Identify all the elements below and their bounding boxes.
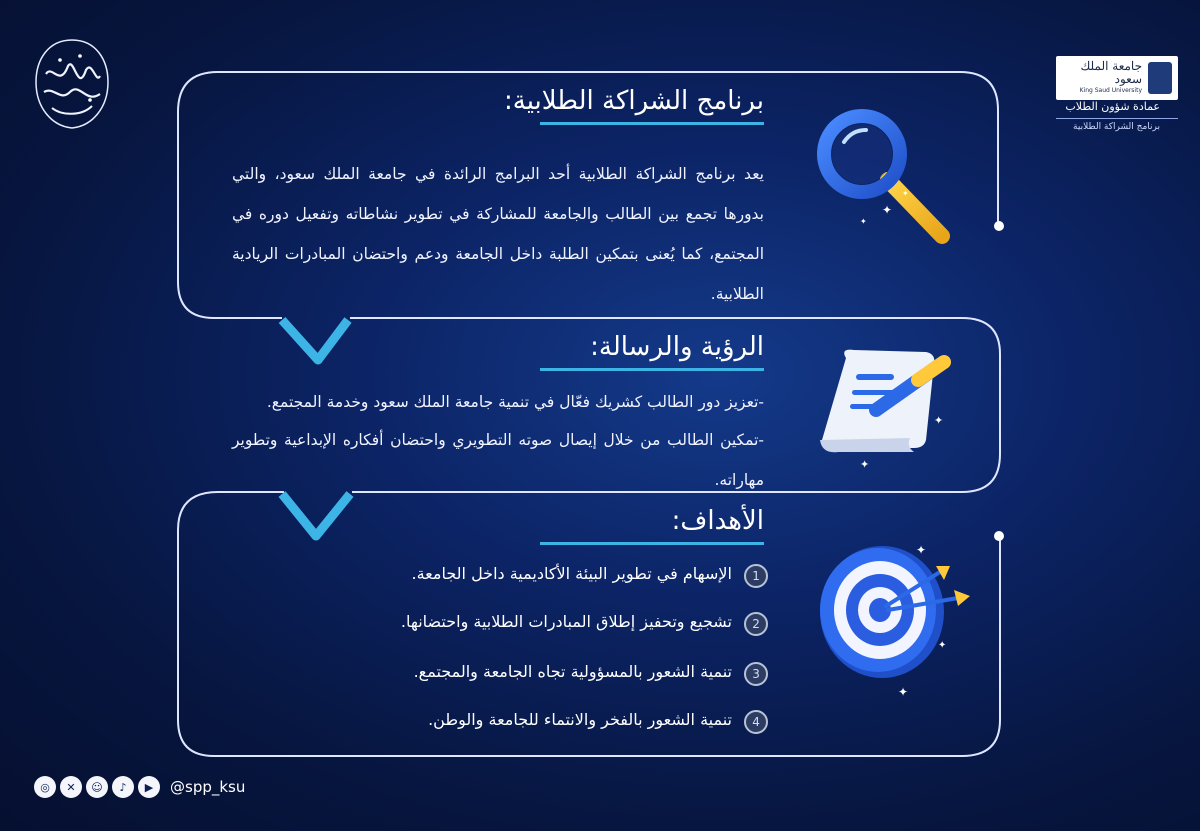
social-handle[interactable]: @spp_ksu (170, 778, 246, 796)
university-name-en: King Saud University (1079, 87, 1142, 94)
section2-heading: الرؤية والرسالة: (590, 332, 764, 362)
instagram-icon[interactable]: ◎ (34, 776, 56, 798)
goal-number-4: 4 (744, 710, 768, 734)
svg-text:✦: ✦ (938, 640, 947, 651)
calligraphy-seal (30, 36, 114, 132)
palm-emblem-icon (1148, 62, 1172, 94)
goal-number-1: 1 (744, 564, 768, 588)
goal-item-2 (240, 608, 768, 642)
tiktok-icon[interactable]: ♪ (112, 776, 134, 798)
logo-divider (1056, 118, 1178, 119)
svg-text:✦: ✦ (934, 414, 944, 427)
svg-text:✦: ✦ (902, 189, 909, 198)
youtube-icon[interactable]: ▶ (138, 776, 160, 798)
vision-line-1: -تعزيز دور الطالب كشريك فعّال في تنمية جامعة الملك سعود وخدمة المجتمع. (266, 393, 764, 411)
calligraphy-seal-icon (30, 36, 114, 132)
program-name: برنامج الشراكة الطلابية (1073, 122, 1160, 132)
goal-number-3: 3 (744, 662, 768, 686)
section3-underline (540, 542, 764, 545)
svg-text:✦: ✦ (898, 685, 909, 699)
goal-text-2: تشجيع وتحفيز إطلاق المبادرات الطلابية واحتضانها. (400, 612, 732, 631)
vision-line-2: -تمكين الطالب من خلال إيصال صوته التطويري واحتضان أفكاره الإبداعية وتطوير مهاراته. (232, 431, 764, 489)
logo-box (1056, 56, 1178, 100)
svg-text:✦: ✦ (882, 203, 893, 217)
goal-number-2: 2 (744, 612, 768, 636)
section3-heading: الأهداف: (671, 506, 764, 536)
university-name-ar: جامعة الملك سعود (1080, 59, 1142, 86)
section1-paragraph: يعد برنامج الشراكة الطلابية أحد البرامج الرائدة في جامعة الملك سعود، والتي بدورها تجمع بين الطالب والجامعة للمشاركة في تطوير نشاطاته وتفعيل دوره في المجتمع، كما يُعنى بتمكين الطلبة داخل الجامعة ودعم واحتضان المبادرات الريادية الطلابية. (232, 165, 764, 303)
goal-item-4 (240, 706, 768, 740)
magnifier-icon (810, 104, 960, 254)
svg-text:✦: ✦ (916, 543, 927, 557)
svg-text:✦: ✦ (860, 458, 870, 471)
goal-item-1 (240, 560, 768, 594)
target-darts-icon (808, 540, 988, 700)
scroll-pen-icon (810, 344, 970, 474)
snapchat-icon[interactable]: ☺ (86, 776, 108, 798)
x-icon[interactable]: ✕ (60, 776, 82, 798)
section1-heading: برنامج الشراكة الطلابية: (504, 86, 764, 116)
section2-underline (540, 368, 764, 371)
svg-text:✦: ✦ (860, 217, 867, 226)
goal-item-3 (240, 658, 768, 692)
section1-underline (540, 122, 764, 125)
deanship-name: عمادة شؤون الطلاب (1065, 100, 1160, 113)
goal-text-3: تنمية الشعور بالمسؤولية تجاه الجامعة والمجتمع. (413, 662, 732, 681)
goal-text-4: تنمية الشعور بالفخر والانتماء للجامعة والوطن. (428, 710, 732, 729)
goal-text-1: الإسهام في تطوير البيئة الأكاديمية داخل الجامعة. (411, 564, 732, 583)
social-bar (34, 776, 245, 798)
